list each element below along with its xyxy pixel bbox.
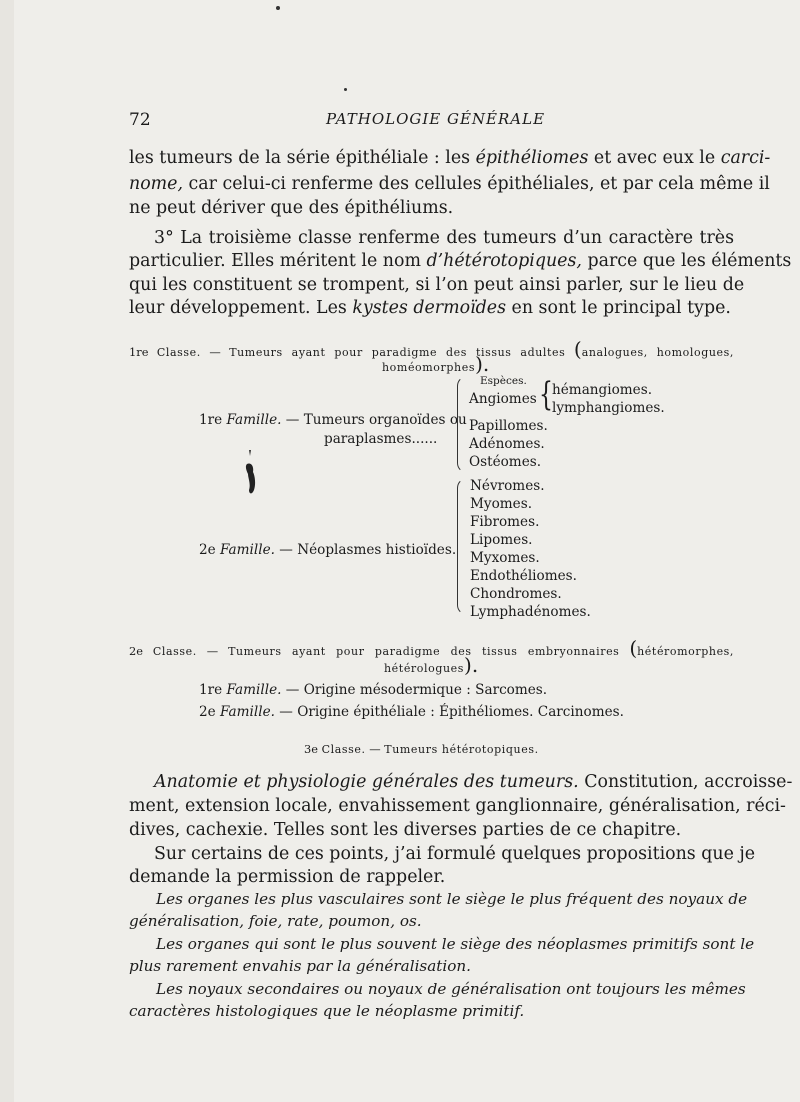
fam2-species-6: Endothéliomes.	[470, 568, 577, 584]
para4-line2: demande la permission de rappeler.	[129, 867, 446, 887]
species-label: Espèces.	[480, 375, 527, 387]
book-page	[14, 0, 800, 1102]
para2-line4: leur développement. Les kystes dermoïdes en sont le principal type.	[129, 298, 731, 318]
speck	[344, 88, 347, 91]
para1-line2: nome, car celui-ci renferme des cellules épithéliales, et par cela même il	[129, 174, 770, 194]
para3-line3: dives, cachexie. Telles sont les diverses parties de ce chapitre.	[129, 820, 682, 840]
angiomes-label: Angiomes	[469, 391, 537, 407]
prop1-line2: généralisation, foie, rate, poumon, os.	[129, 912, 422, 930]
fam2-species-7: Chondromes.	[470, 586, 562, 602]
speck	[276, 6, 280, 10]
class1-heading: 1re Classe. — Tumeurs ayant pour paradigme des tissus adultes (analogues, homologues,	[129, 337, 735, 361]
class2-heading-cont: hétérologues).	[384, 653, 479, 677]
angiomes-brace: {	[539, 376, 553, 414]
class2-heading: 2e Classe. — Tumeurs ayant pour paradigme des tissus embryonnaires (hétéromorphes,	[129, 636, 735, 660]
class2-fam2: 2e Famille. — Origine épithéliale : Épithéliomes. Carcinomes.	[199, 704, 624, 720]
fam1-species-2: Adénomes.	[469, 436, 545, 452]
fam2-species-2: Myomes.	[470, 496, 533, 512]
ink-blot	[245, 450, 257, 496]
fam1-title: 1re Famille. — Tumeurs organoïdes ou	[199, 412, 467, 428]
prop2-line1: Les organes qui sont le plus souvent le siège des néoplasmes primitifs sont le	[156, 935, 755, 953]
para2-line2: particulier. Elles méritent le nom d’hétérotopiques, parce que les éléments	[129, 251, 792, 271]
angiome-type-2: lymphangiomes.	[552, 400, 665, 416]
fam2-species-5: Myxomes.	[470, 550, 540, 566]
fam2-brace	[457, 478, 468, 615]
para1-line1: les tumeurs de la série épithéliale : les épithéliomes et avec eux le carci-	[129, 148, 771, 168]
fam1-species-3: Ostéomes.	[469, 454, 542, 470]
fam2-species-3: Fibromes.	[470, 514, 540, 530]
angiome-type-1: hémangiomes.	[552, 382, 653, 398]
prop2-line2: plus rarement envahis par la généralisation.	[129, 957, 471, 975]
para3-line1: Anatomie et physiologie générales des tumeurs. Constitution, accroisse-	[154, 772, 793, 792]
class1-heading-cont: homéomorphes).	[382, 352, 490, 376]
fam2-title: 2e Famille. — Néoplasmes histioïdes.	[199, 542, 457, 558]
fam2-species-8: Lymphadénomes.	[470, 604, 591, 620]
fam1-title-cont: paraplasmes......	[324, 431, 438, 447]
fam2-species-1: Névromes.	[470, 478, 545, 494]
prop3-line2: caractères histologiques que le néoplasme primitif.	[129, 1002, 525, 1020]
para2-line1: 3° La troisième classe renferme des tumeurs d’un caractère très	[154, 228, 734, 248]
para1-line3: ne peut dériver que des épithéliums.	[129, 198, 454, 218]
para4-line1: Sur certains de ces points, j’ai formulé quelques propositions que je	[154, 844, 756, 864]
fam2-species-4: Lipomes.	[470, 532, 533, 548]
prop1-line1: Les organes les plus vasculaires sont le siège le plus fréquent des noyaux de	[156, 890, 748, 908]
para3-line2: ment, extension locale, envahissement ganglionnaire, généralisation, réci-	[129, 796, 786, 816]
class2-fam1: 1re Famille. — Origine mésodermique : Sarcomes.	[199, 682, 548, 698]
class3-heading: 3e Classe. — Tumeurs hétérotopiques.	[304, 742, 539, 756]
prop3-line1: Les noyaux secondaires ou noyaux de généralisation ont toujours les mêmes	[156, 980, 746, 998]
fam1-species-1: Papillomes.	[469, 418, 548, 434]
para2-line3: qui les constituent se trompent, si l’on peut ainsi parler, sur le lieu de	[129, 275, 745, 295]
fam1-brace	[457, 376, 468, 473]
running-title: PATHOLOGIE GÉNÉRALE	[326, 110, 546, 128]
page-number: 72	[129, 110, 151, 130]
